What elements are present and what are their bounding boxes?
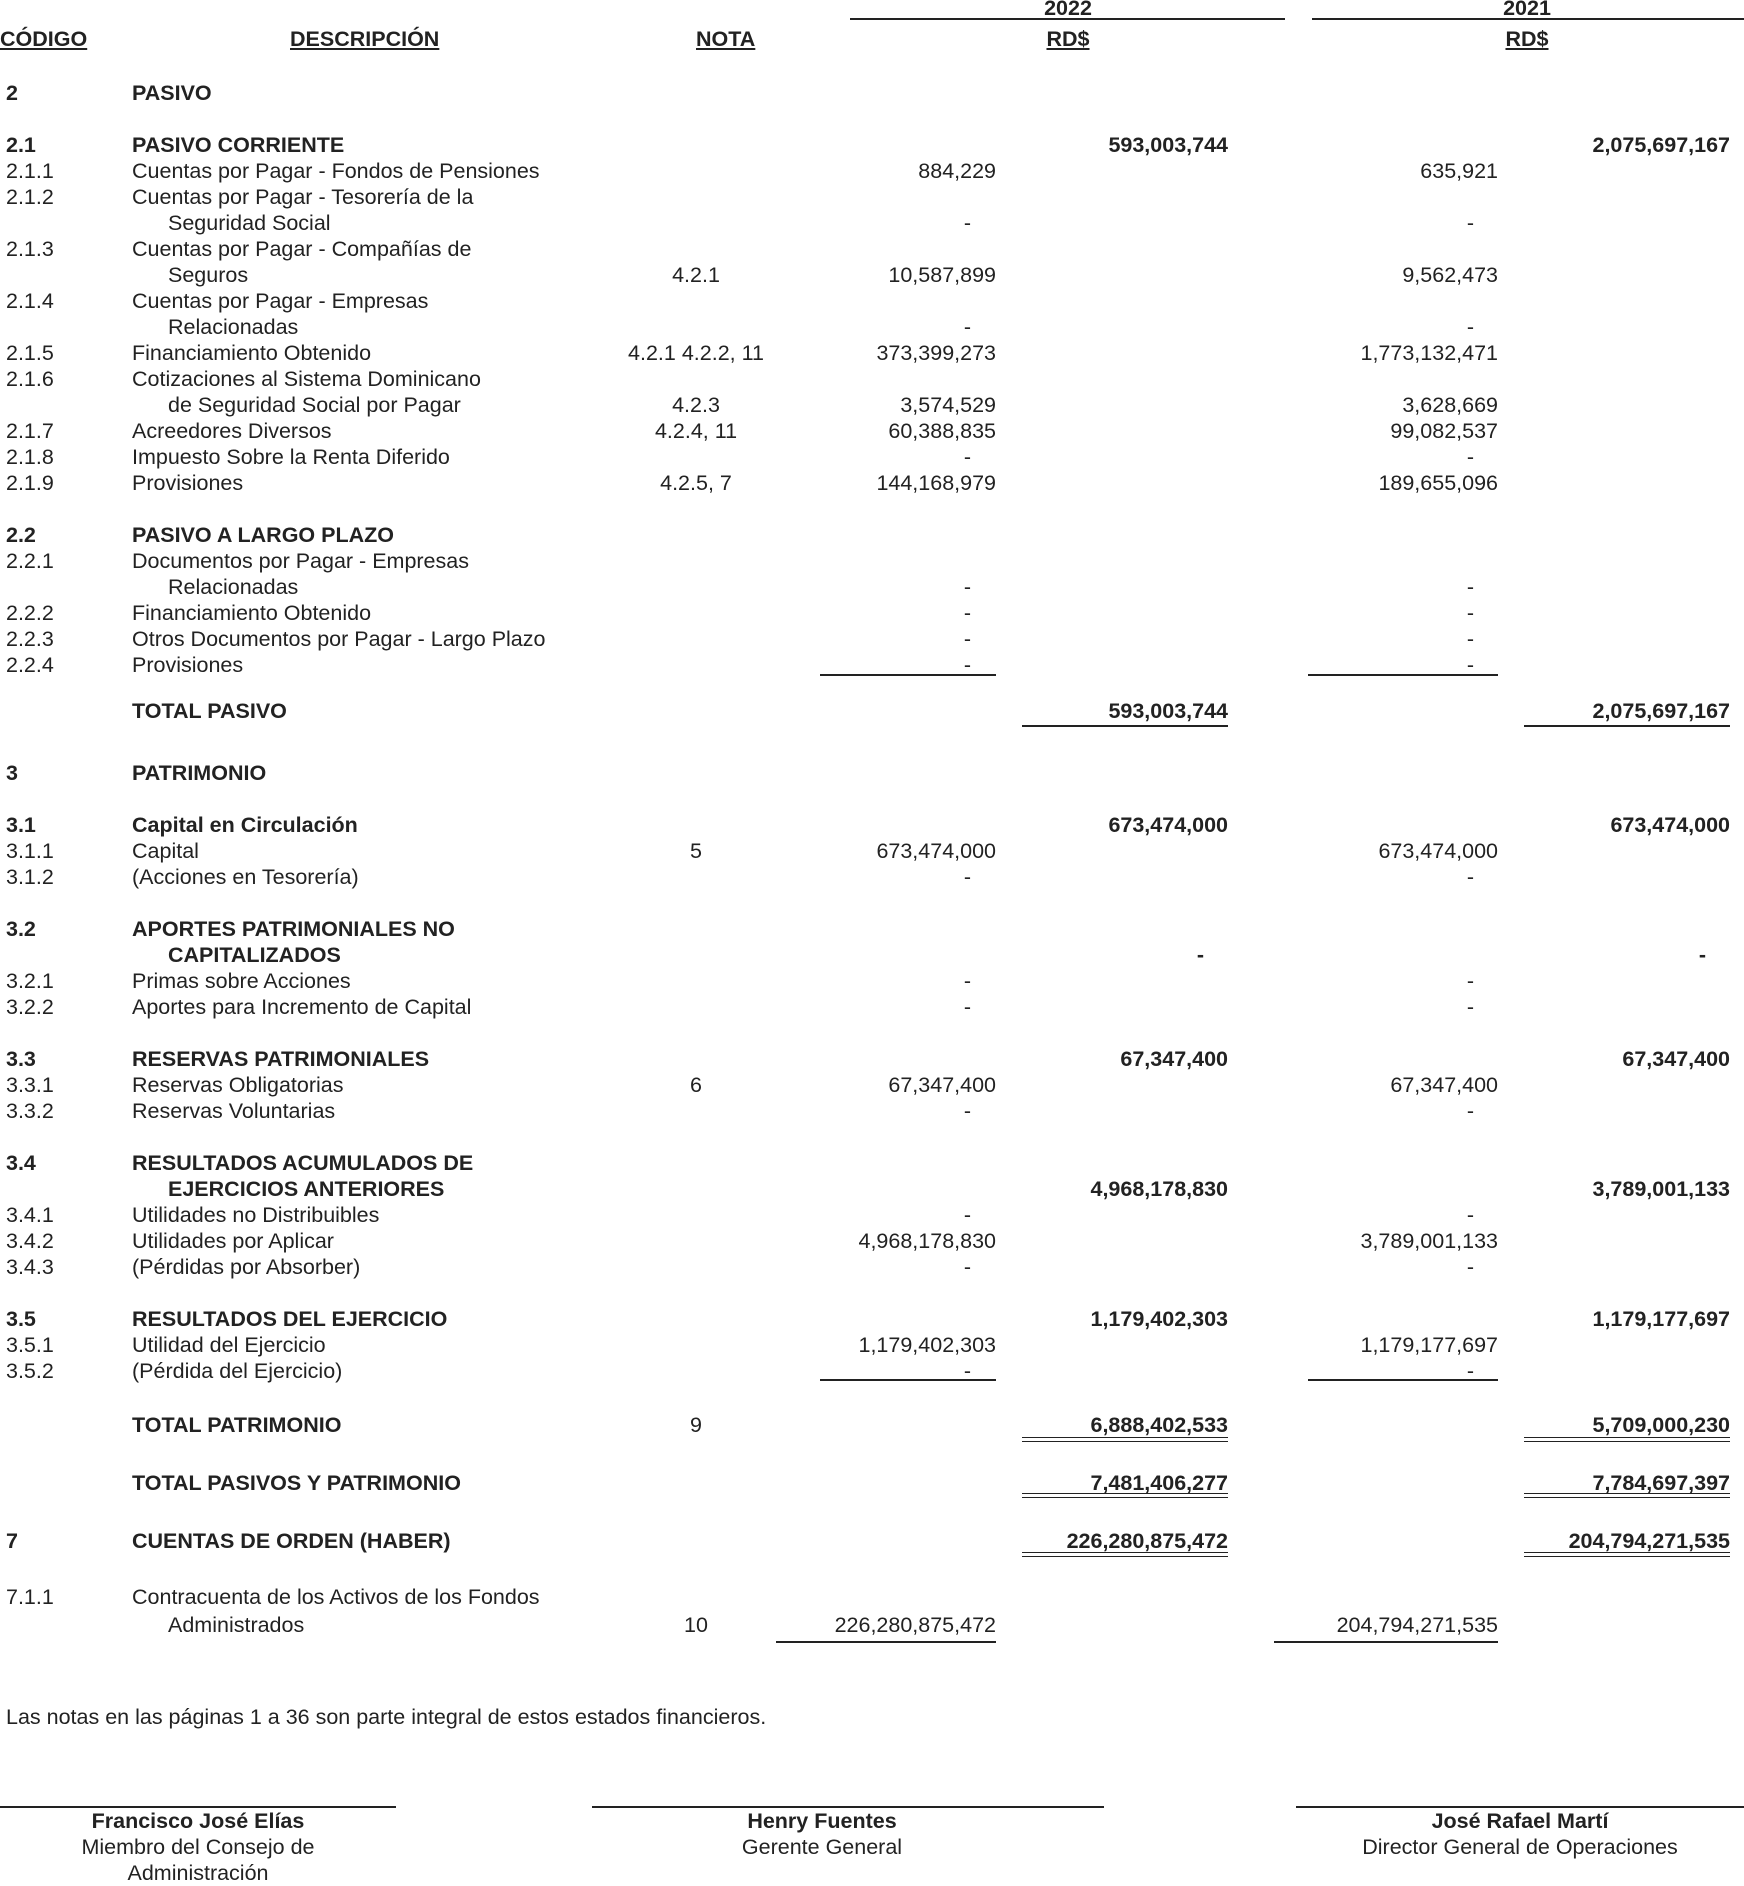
header-descripcion: DESCRIPCIÓN xyxy=(290,27,440,51)
row-code: 7 xyxy=(6,1529,18,1553)
row-detail-2022: - xyxy=(963,1099,971,1123)
row-total-2022: 593,003,744 xyxy=(1108,133,1228,157)
row-code: 3.2.1 xyxy=(6,969,54,993)
row-detail-2022: - xyxy=(963,601,971,625)
row-description: RESULTADOS DEL EJERCICIO xyxy=(132,1307,448,1331)
row-detail-2022: - xyxy=(963,627,971,651)
row-code: 2.2.2 xyxy=(6,601,54,625)
row-detail-2021: 3,628,669 xyxy=(1402,393,1498,417)
row-code: 2.2 xyxy=(6,523,36,547)
row-code: 3.4.1 xyxy=(6,1203,54,1227)
row-nota: 4.2.1 4.2.2, 11 xyxy=(628,341,764,365)
row-total-2021: 2,075,697,167 xyxy=(1592,699,1730,723)
row-total-2022: 67,347,400 xyxy=(1120,1047,1228,1071)
row-description: Cuentas por Pagar - Compañías de xyxy=(132,237,472,261)
signature-name: José Rafael Martí xyxy=(1431,1809,1609,1833)
row-total-2022: 593,003,744 xyxy=(1108,699,1228,723)
row-code: 3.4 xyxy=(6,1151,36,1175)
header-rule-2021 xyxy=(1312,18,1744,20)
row-code: 2.1.6 xyxy=(6,367,54,391)
row-description: PASIVO xyxy=(132,81,212,105)
header-nota: NOTA xyxy=(696,27,756,51)
row-total-2021: - xyxy=(1698,943,1706,967)
row-detail-2021: - xyxy=(1466,601,1474,625)
row-detail-2021: 3,789,001,133 xyxy=(1360,1229,1498,1253)
signature-title: Miembro del Consejo de xyxy=(81,1835,315,1859)
row-description: Impuesto Sobre la Renta Diferido xyxy=(132,445,450,469)
row-description: EJERCICIOS ANTERIORES xyxy=(168,1177,445,1201)
row-code: 7.1.1 xyxy=(6,1585,54,1609)
signature-title: Administración xyxy=(127,1861,269,1885)
row-total-2022: 226,280,875,472 xyxy=(1066,1529,1228,1553)
row-code: 3.3.2 xyxy=(6,1099,54,1123)
row-code: 3.4.2 xyxy=(6,1229,54,1253)
row-code: 2.1.2 xyxy=(6,185,54,209)
row-detail-2022: 60,388,835 xyxy=(888,419,996,443)
row-code: 2.1 xyxy=(6,133,36,157)
row-code: 3.1 xyxy=(6,813,36,837)
row-description: Provisiones xyxy=(132,471,244,495)
row-total-2021: 5,709,000,230 xyxy=(1592,1413,1730,1437)
row-description: PATRIMONIO xyxy=(132,761,267,785)
footnote: Las notas en las páginas 1 a 36 son parte integral de estos estados financieros. xyxy=(6,1705,767,1729)
row-description: PASIVO CORRIENTE xyxy=(132,133,345,157)
row-detail-2021: - xyxy=(1466,969,1474,993)
row-total-2022: 6,888,402,533 xyxy=(1090,1413,1228,1437)
row-nota: 6 xyxy=(690,1073,702,1097)
cuentas-orden-rule-2022 xyxy=(1022,1552,1228,1557)
row-detail-2021: - xyxy=(1466,315,1474,339)
row-detail-2021: 1,773,132,471 xyxy=(1360,341,1498,365)
row-description: Primas sobre Acciones xyxy=(132,969,351,993)
row-description: Documentos por Pagar - Empresas xyxy=(132,549,469,573)
subtotal-rule-2022 xyxy=(820,674,996,676)
row-code: 2.1.7 xyxy=(6,419,54,443)
row-detail-2022: - xyxy=(963,1359,971,1383)
total-patrimonio-rule-2021 xyxy=(1524,1437,1730,1442)
row-detail-2022: - xyxy=(963,1255,971,1279)
row-detail-2022: - xyxy=(963,211,971,235)
header-year-2022: 2022 xyxy=(1044,0,1092,20)
row-description: TOTAL PATRIMONIO xyxy=(132,1413,342,1437)
row-detail-2021: 189,655,096 xyxy=(1378,471,1498,495)
row-detail-2022: - xyxy=(963,865,971,889)
row-detail-2021: 673,474,000 xyxy=(1378,839,1498,863)
grand-total-rule-2022 xyxy=(1022,1493,1228,1498)
row-total-2021: 673,474,000 xyxy=(1610,813,1730,837)
row-detail-2021: 1,179,177,697 xyxy=(1360,1333,1498,1357)
cuentas-orden-rule-2021 xyxy=(1524,1552,1730,1557)
row-description: Seguros xyxy=(168,263,249,287)
total-pasivo-rule-2022 xyxy=(1022,725,1228,727)
row-detail-2022: - xyxy=(963,969,971,993)
row-code: 2.1.8 xyxy=(6,445,54,469)
row-description: CAPITALIZADOS xyxy=(168,943,341,967)
contracuenta-rule-2022 xyxy=(776,1641,996,1643)
row-detail-2022: 67,347,400 xyxy=(888,1073,996,1097)
total-patrimonio-rule-2022 xyxy=(1022,1437,1228,1442)
row-description: TOTAL PASIVO xyxy=(132,699,287,723)
row-code: 2.2.3 xyxy=(6,627,54,651)
row-description: (Pérdida del Ejercicio) xyxy=(132,1359,343,1383)
row-description: (Acciones en Tesorería) xyxy=(132,865,359,889)
row-description: Financiamiento Obtenido xyxy=(132,601,372,625)
row-code: 3.5.1 xyxy=(6,1333,54,1357)
row-description: Acreedores Diversos xyxy=(132,419,332,443)
signature-title: Gerente General xyxy=(741,1835,903,1859)
subtotal-rule-2022 xyxy=(820,1379,996,1381)
row-nota: 4.2.5, 7 xyxy=(660,471,732,495)
subtotal-rule-2021 xyxy=(1308,674,1498,676)
row-description: Contracuenta de los Activos de los Fondos xyxy=(132,1585,540,1609)
row-code: 2.1.3 xyxy=(6,237,54,261)
row-detail-2021: - xyxy=(1466,445,1474,469)
row-total-2022: - xyxy=(1196,943,1204,967)
row-nota: 10 xyxy=(684,1613,708,1637)
row-code: 3.5.2 xyxy=(6,1359,54,1383)
row-description: Reservas Obligatorias xyxy=(132,1073,344,1097)
header-currency-2022: RD$ xyxy=(1046,27,1090,51)
row-code: 2.1.9 xyxy=(6,471,54,495)
row-total-2022: 4,968,178,830 xyxy=(1090,1177,1228,1201)
row-code: 2.1.4 xyxy=(6,289,54,313)
row-total-2021: 1,179,177,697 xyxy=(1592,1307,1730,1331)
row-total-2021: 204,794,271,535 xyxy=(1568,1529,1730,1553)
row-code: 3.5 xyxy=(6,1307,36,1331)
row-description: Capital xyxy=(132,839,199,863)
row-code: 3.1.1 xyxy=(6,839,54,863)
row-code: 2.2.4 xyxy=(6,653,54,677)
header-rule-2022 xyxy=(850,18,1285,20)
row-detail-2022: - xyxy=(963,575,971,599)
row-description: Financiamiento Obtenido xyxy=(132,341,372,365)
row-detail-2022: 1,179,402,303 xyxy=(858,1333,996,1357)
row-description: Relacionadas xyxy=(168,315,299,339)
row-code: 3 xyxy=(6,761,18,785)
grand-total-rule-2021 xyxy=(1524,1493,1730,1498)
row-detail-2022: 884,229 xyxy=(918,159,996,183)
row-detail-2021: 99,082,537 xyxy=(1390,419,1498,443)
row-description: Provisiones xyxy=(132,653,244,677)
row-description: (Pérdidas por Absorber) xyxy=(132,1255,361,1279)
row-nota: 4.2.4, 11 xyxy=(654,419,738,443)
row-detail-2022: 4,968,178,830 xyxy=(858,1229,996,1253)
row-detail-2022: - xyxy=(963,995,971,1019)
row-description: Aportes para Incremento de Capital xyxy=(132,995,472,1019)
row-description: Cuentas por Pagar - Tesorería de la xyxy=(132,185,474,209)
row-description: Utilidades por Aplicar xyxy=(132,1229,334,1253)
row-detail-2021: - xyxy=(1466,575,1474,599)
row-nota: 4.2.1 xyxy=(672,263,720,287)
row-detail-2022: 226,280,875,472 xyxy=(834,1613,996,1637)
signature-title: Director General de Operaciones xyxy=(1362,1835,1678,1859)
row-description: RESULTADOS ACUMULADOS DE xyxy=(132,1151,474,1175)
row-code: 3.3.1 xyxy=(6,1073,54,1097)
row-description: Administrados xyxy=(168,1613,305,1637)
row-description: Otros Documentos por Pagar - Largo Plazo xyxy=(132,627,546,651)
row-description: Capital en Circulación xyxy=(132,813,358,837)
row-description: CUENTAS DE ORDEN (HABER) xyxy=(132,1529,451,1553)
row-nota: 4.2.3 xyxy=(672,393,720,417)
row-description: de Seguridad Social por Pagar xyxy=(168,393,461,417)
row-total-2022: 1,179,402,303 xyxy=(1090,1307,1228,1331)
row-description: Cuentas por Pagar - Fondos de Pensiones xyxy=(132,159,540,183)
row-nota: 9 xyxy=(690,1413,702,1437)
header-year-2021: 2021 xyxy=(1503,0,1551,20)
row-description: Reservas Voluntarias xyxy=(132,1099,336,1123)
row-code: 3.1.2 xyxy=(6,865,54,889)
row-code: 2.2.1 xyxy=(6,549,54,573)
row-detail-2021: - xyxy=(1466,865,1474,889)
row-description: Cuentas por Pagar - Empresas xyxy=(132,289,429,313)
contracuenta-rule-2021 xyxy=(1274,1641,1498,1643)
row-detail-2021: - xyxy=(1466,627,1474,651)
row-nota: 5 xyxy=(690,839,702,863)
row-description: APORTES PATRIMONIALES NO xyxy=(132,917,455,941)
row-code: 3.3 xyxy=(6,1047,36,1071)
row-description: RESERVAS PATRIMONIALES xyxy=(132,1047,430,1071)
row-description: Seguridad Social xyxy=(168,211,331,235)
row-detail-2021: - xyxy=(1466,1203,1474,1227)
row-total-2022: 7,481,406,277 xyxy=(1090,1471,1228,1495)
row-detail-2021: - xyxy=(1466,1099,1474,1123)
row-total-2021: 3,789,001,133 xyxy=(1592,1177,1730,1201)
row-detail-2022: - xyxy=(963,653,971,677)
subtotal-rule-2021 xyxy=(1308,1379,1498,1381)
total-pasivo-rule-2021 xyxy=(1524,725,1730,727)
row-detail-2021: - xyxy=(1466,1255,1474,1279)
row-total-2021: 7,784,697,397 xyxy=(1592,1471,1730,1495)
row-detail-2021: 67,347,400 xyxy=(1390,1073,1498,1097)
row-detail-2022: 10,587,899 xyxy=(888,263,996,287)
row-description: Utilidades no Distribuibles xyxy=(132,1203,380,1227)
row-code: 2 xyxy=(6,81,18,105)
row-detail-2022: 144,168,979 xyxy=(876,471,996,495)
signature-name: Henry Fuentes xyxy=(747,1809,897,1833)
row-code: 2.1.1 xyxy=(6,159,54,183)
row-detail-2021: 9,562,473 xyxy=(1402,263,1498,287)
row-detail-2021: - xyxy=(1466,995,1474,1019)
row-total-2021: 67,347,400 xyxy=(1622,1047,1730,1071)
row-detail-2022: 373,399,273 xyxy=(876,341,996,365)
signature-name: Francisco José Elías xyxy=(91,1809,305,1833)
row-code: 2.1.5 xyxy=(6,341,54,365)
row-detail-2021: 635,921 xyxy=(1420,159,1498,183)
row-detail-2021: - xyxy=(1466,1359,1474,1383)
row-total-2022: 673,474,000 xyxy=(1108,813,1228,837)
row-detail-2022: - xyxy=(963,1203,971,1227)
header-currency-2021: RD$ xyxy=(1505,27,1549,51)
row-detail-2021: 204,794,271,535 xyxy=(1336,1613,1498,1637)
row-detail-2022: 673,474,000 xyxy=(876,839,996,863)
row-description: Cotizaciones al Sistema Dominicano xyxy=(132,367,481,391)
row-description: TOTAL PASIVOS Y PATRIMONIO xyxy=(132,1471,461,1495)
row-description: Relacionadas xyxy=(168,575,299,599)
row-code: 3.2 xyxy=(6,917,36,941)
row-description: Utilidad del Ejercicio xyxy=(132,1333,326,1357)
row-detail-2021: - xyxy=(1466,211,1474,235)
header-codigo: CÓDIGO xyxy=(0,27,88,51)
row-code: 3.4.3 xyxy=(6,1255,54,1279)
row-detail-2022: - xyxy=(963,315,971,339)
row-code: 3.2.2 xyxy=(6,995,54,1019)
row-total-2021: 2,075,697,167 xyxy=(1592,133,1730,157)
row-detail-2022: - xyxy=(963,445,971,469)
row-description: PASIVO A LARGO PLAZO xyxy=(132,523,394,547)
row-detail-2022: 3,574,529 xyxy=(900,393,996,417)
row-detail-2021: - xyxy=(1466,653,1474,677)
